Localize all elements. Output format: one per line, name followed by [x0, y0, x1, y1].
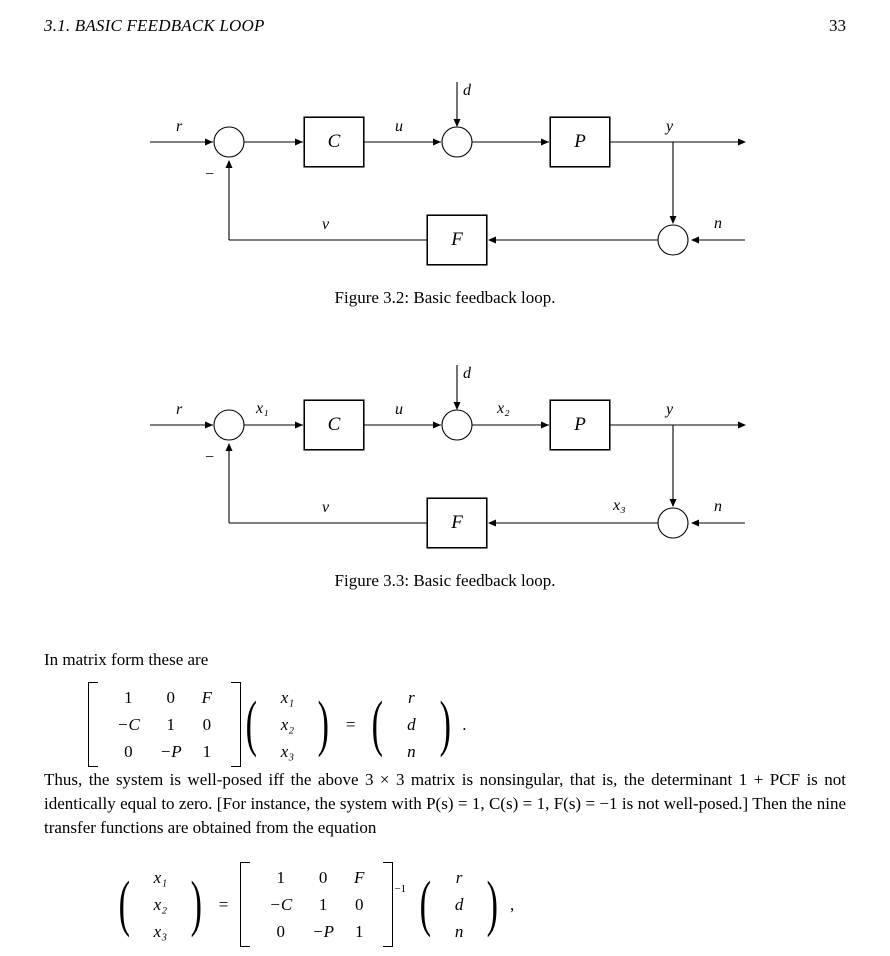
- bracket-right: [383, 862, 393, 947]
- matrix-cell: 1: [202, 741, 212, 761]
- vector-grid: [388, 682, 435, 767]
- matrix-grid: [98, 682, 231, 767]
- matrix-cell: 0: [124, 741, 133, 761]
- paren-close: ): [317, 690, 330, 759]
- equation-2-matrix: [240, 862, 405, 947]
- matrix-grid: [250, 862, 383, 947]
- signal-label-r: r: [176, 118, 183, 135]
- matrix-cell: 1: [166, 714, 175, 734]
- signal-label-d: d: [463, 365, 471, 382]
- vector-cell: r: [408, 687, 415, 707]
- figure-3-3-caption: Figure 3.3: Basic feedback loop.: [334, 571, 556, 590]
- vector-cell: x₃: [153, 921, 168, 941]
- matrix-cell: 0: [202, 714, 212, 734]
- signal-label-minus: −: [205, 166, 215, 183]
- block-controller: C: [304, 400, 364, 450]
- signal-label-u: u: [395, 401, 403, 418]
- vector-cell: x₁: [280, 687, 295, 707]
- equals-sign: =: [218, 894, 229, 914]
- vector-cell: d: [407, 714, 416, 734]
- vector-grid: [135, 862, 186, 947]
- vector-cell: d: [454, 894, 464, 914]
- paren-close: ): [486, 870, 499, 939]
- block-controller: C: [304, 117, 364, 167]
- equation-2: [44, 862, 890, 947]
- matrix-cell: 0: [276, 921, 286, 941]
- block-plant: P: [550, 400, 610, 450]
- equals-sign: =: [345, 714, 356, 734]
- matrix-cell: −P: [159, 741, 182, 761]
- equation-1: [44, 682, 890, 767]
- signal-label-n: n: [714, 215, 722, 232]
- matrix-cell: −C: [269, 894, 293, 914]
- equation-1-vector-right: [367, 682, 455, 767]
- matrix-cell: 1: [354, 921, 364, 941]
- matrix-cell: −P: [312, 921, 335, 941]
- equation-1-trailing-punctuation: .: [462, 714, 467, 734]
- vector-cell: x₂: [280, 714, 295, 734]
- matrix-cell: 1: [276, 867, 286, 887]
- figure-3-3: [0, 343, 890, 593]
- paren-close: ): [190, 870, 203, 939]
- equation-2-vector-right: [415, 862, 503, 947]
- paren-open: (: [372, 690, 384, 759]
- paren-close: ): [439, 690, 451, 759]
- equation-2-trailing-punctuation: ,: [509, 894, 515, 914]
- figure-3-2-caption: Figure 3.2: Basic feedback loop.: [334, 288, 556, 307]
- figure-3-2: [0, 60, 890, 310]
- vector-grid: [262, 682, 313, 767]
- matrix-cell: 1: [124, 687, 133, 707]
- bracket-right: [231, 682, 241, 767]
- matrix-inverse-exponent: −1: [394, 882, 407, 895]
- signal-label-v: v: [322, 499, 330, 516]
- signal-label-y: y: [666, 118, 674, 135]
- bracket-left: [88, 682, 98, 767]
- signal-label-x2: x₂: [497, 400, 510, 417]
- paren-open: (: [118, 870, 131, 939]
- well-posedness-paragraph: Thus, the system is well-posed iff the above 3 × 3 matrix is nonsingular, that is, the determinant 1 + PCF is not identically equal to zero. [For instance, the system with P(s) = 1, C(s) = 1, F(s) = −1 is not well-posed.] Then the nine transfer functions are obtained from the equation: [44, 770, 846, 838]
- bracket-left: [240, 862, 250, 947]
- signal-label-n: n: [714, 498, 722, 515]
- matrix-cell: 0: [166, 687, 175, 707]
- signal-label-y: y: [666, 401, 674, 418]
- vector-grid: [436, 862, 483, 947]
- equation-2-vector-left: [114, 862, 207, 947]
- matrix-cell: F: [201, 687, 213, 707]
- equation-1-matrix: [88, 682, 241, 767]
- matrix-cell: 0: [354, 894, 364, 914]
- matrix-cell: 1: [318, 894, 328, 914]
- block-filter: F: [427, 498, 487, 548]
- paren-open: (: [245, 690, 258, 759]
- vector-cell: r: [455, 867, 463, 887]
- paren-open: (: [419, 870, 432, 939]
- equation-1-vector-left: [241, 682, 334, 767]
- signal-label-minus: −: [205, 449, 215, 466]
- intro-text: In matrix form these are: [44, 650, 209, 669]
- matrix-cell: −C: [117, 714, 140, 734]
- running-head-section: 3.1. BASIC FEEDBACK LOOP: [44, 16, 265, 35]
- signal-label-x1: x₁: [256, 400, 269, 417]
- signal-label-v: v: [322, 216, 330, 233]
- vector-cell: x₃: [280, 741, 295, 761]
- signal-label-x3: x₃: [613, 497, 626, 514]
- vector-cell: n: [454, 921, 464, 941]
- block-filter: F: [427, 215, 487, 265]
- vector-cell: n: [407, 741, 416, 761]
- signal-label-r: r: [176, 401, 183, 418]
- signal-label-d: d: [463, 82, 471, 99]
- signal-label-u: u: [395, 118, 403, 135]
- page-number: 33: [829, 16, 846, 35]
- page-header: [44, 16, 846, 42]
- block-plant: P: [550, 117, 610, 167]
- vector-cell: x₂: [153, 894, 168, 914]
- matrix-cell: 0: [318, 867, 328, 887]
- matrix-cell: F: [354, 867, 365, 887]
- vector-cell: x₁: [153, 867, 168, 887]
